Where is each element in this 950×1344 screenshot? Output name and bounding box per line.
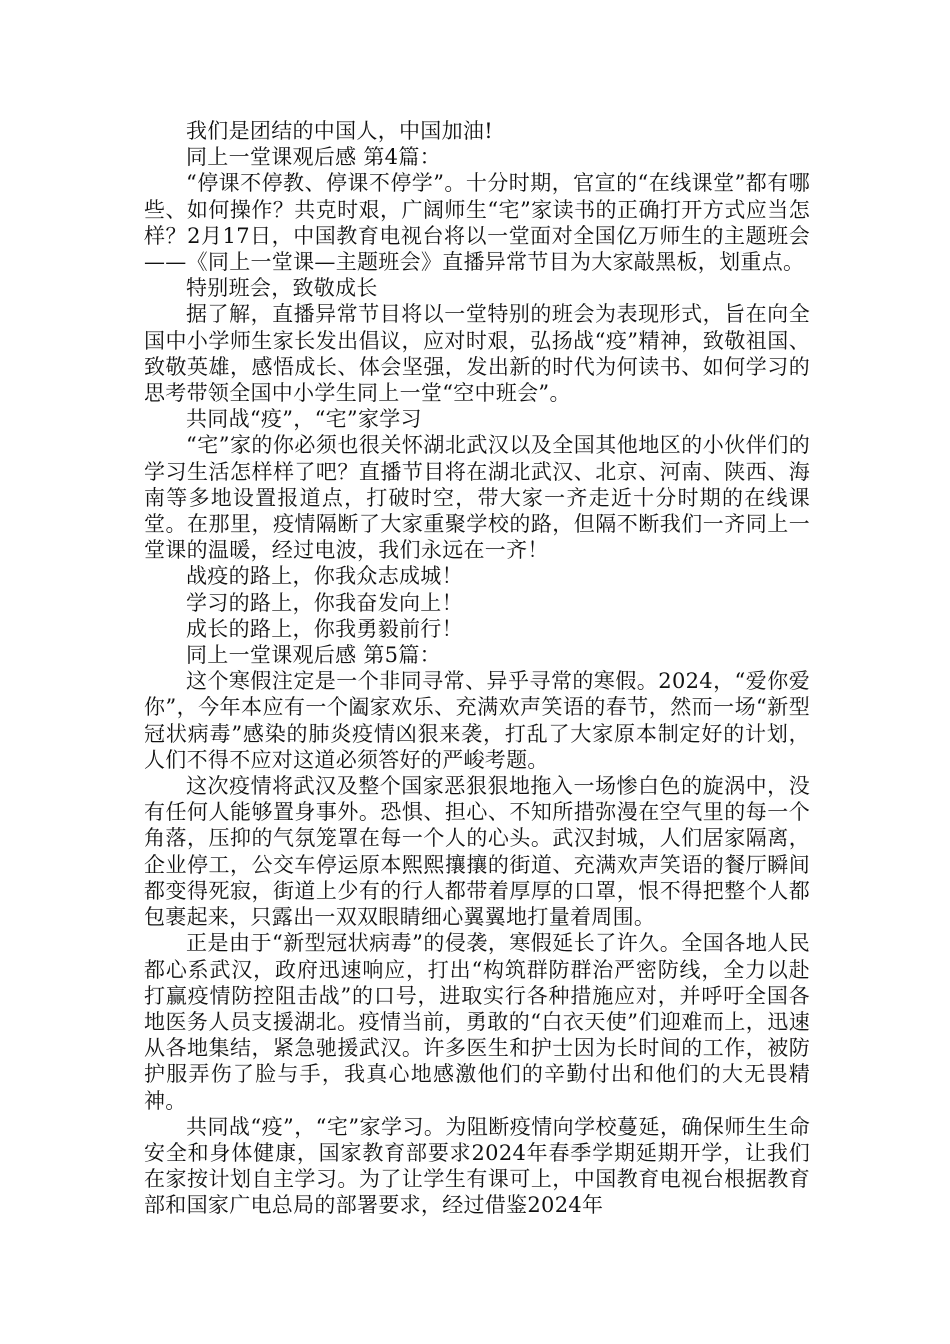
subheading-special-class: 特别班会，致敬成长 <box>186 276 378 301</box>
document-body <box>144 118 810 1219</box>
paragraph-intro: “停课不停教、停课不停学”。十分时期，官宣的“在线课堂”都有哪些、如何操作？共克时艰，广阔师生“宅”家读书的正确打开方式应当怎样？2月17日，中国教育电视台将以一堂面对全国亿万师生的主题班会——《同上一堂课—主题班会》直播异常节目为大家敲黑板，划重点。 <box>144 171 810 275</box>
paragraph-special-class: 据了解，直播异常节目将以一堂特别的班会为表现形式，旨在向全国中小学师生家长发出倡议，应对时艰，弘扬战“疫”精神，致敬祖国、致敬英雄，感悟成长、体会坚强，发出新的时代为何读书、如何学习的思考带领全国中小学生同上一堂“空中班会”。 <box>144 302 810 406</box>
paragraph-epidemic-impact: 这次疫情将武汉及整个国家恶狠狠地拖入一场惨白色的旋涡中，没有任何人能够置身事外。恐惧、担心、不知所措弥漫在空气里的每一个角落，压抑的气氛笼罩在每一个人的心头。武汉封城，人们居家隔离，企业停工，公交车停运原本熙熙攘攘的街道、充满欢声笑语的餐厅瞬间都变得死寂，街道上少有的行人都带着厚厚的口罩，恨不得把整个人都包裹起来，只露出一双双眼睛细心翼翼地打量着周围。 <box>144 774 810 930</box>
slogan-line-1: 战疫的路上，你我众志成城！ <box>186 564 463 589</box>
paragraph-study-at-home: “宅”家的你必须也很关怀湖北武汉以及全国其他地区的小伙伴们的学习生活怎样样了吧？直播节目将在湖北武汉、北京、河南、陕西、海南等多地设置报道点，打破时空，带大家一齐走近十分时期的在线课堂。在那里，疫情隔断了大家重聚学校的路，但隔不断我们一齐同上一堂课的温暖，经过电波，我们永远在一齐！ <box>144 433 810 563</box>
paragraph-winter-break: 这个寒假注定是一个非同寻常、异乎寻常的寒假。2024，“爱你爱你”，今年本应有一个阖家欢乐、充满欢声笑语的春节，然而一场“新型冠状病毒”感染的肺炎疫情凶狠来袭，打乱了大家原本制定好的计划，人们不得不应对这道必须答好的严峻考题。 <box>144 669 810 772</box>
section-heading-part-5: 同上一堂课观后感 第5篇： <box>186 643 441 668</box>
paragraph-online-learning: 共同战“疫”，“宅”家学习。为阻断疫情向学校蔓延，确保师生生命安全和身体健康，国家教育部要求2024年春季学期延期开学，让我们在家按计划自主学习。为了让学生有课可上，中国教育电视台根据教育部和国家广电总局的部署要求，经过借鉴2024年 <box>144 1114 810 1218</box>
section-heading-part-4: 同上一堂课观后感 第4篇： <box>186 145 441 170</box>
slogan-line-3: 成长的路上，你我勇毅前行！ <box>186 616 463 641</box>
subheading-study-at-home: 共同战“疫”，“宅”家学习 <box>186 407 422 432</box>
slogan-line-2: 学习的路上，你我奋发向上！ <box>186 590 463 615</box>
paragraph-medical-support: 正是由于“新型冠状病毒”的侵袭，寒假延长了许久。全国各地人民都心系武汉，政府迅速响应，打出“构筑群防群治严密防线，全力以赴打赢疫情防控阻击战”的口号，进取实行各种措施应对，并呼吁全国各地医务人员支援湖北。疫情当前，勇敢的“白衣天使”们迎难而上，迅速从各地集结，紧急驰援武汉。许多医生和护士因为长时间的工作，被防护服弄伤了脸与手，我真心地感激他们的辛勤付出和他们的大无畏精神。 <box>144 931 810 1113</box>
paragraph-closing-cheer: 我们是团结的中国人，中国加油! <box>186 119 493 143</box>
